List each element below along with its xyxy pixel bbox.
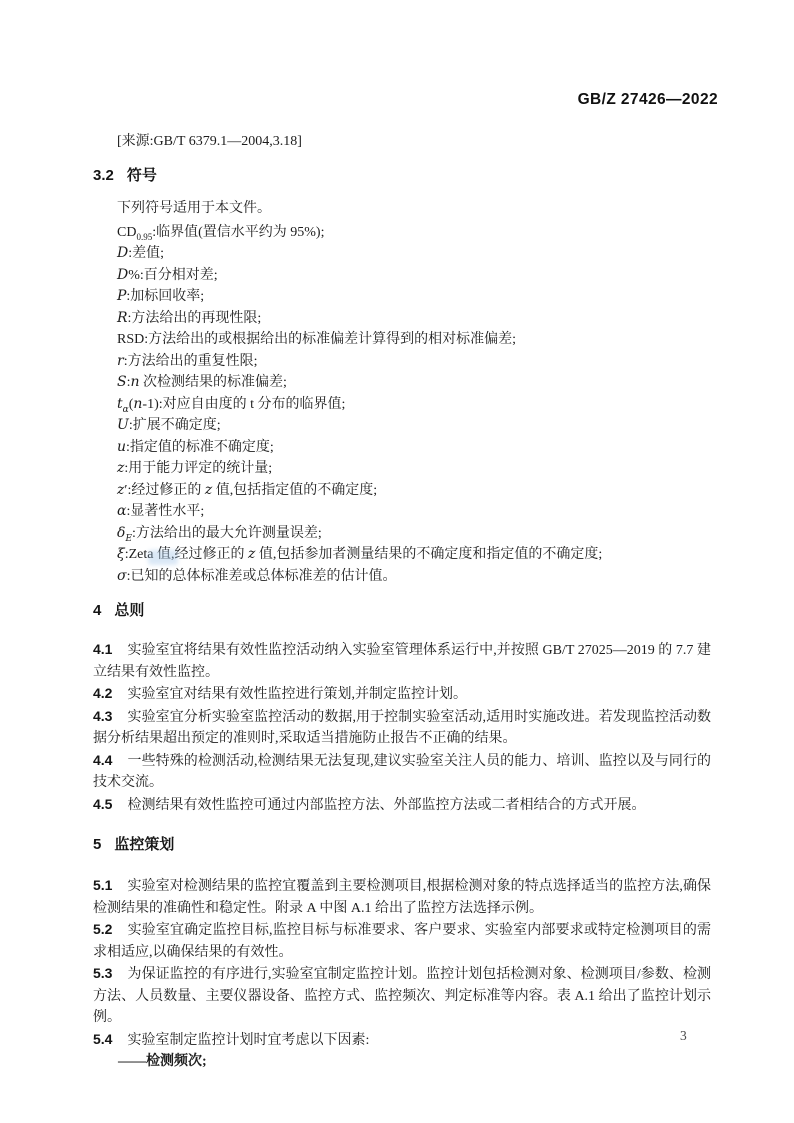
symbol-definition [93, 394, 711, 416]
symbol-text: :显著性水平; [126, 504, 205, 519]
symbol-variable: n [130, 374, 140, 390]
clause-text: 为保证监控的有序进行,实验室宜制定监控计划。监控计划包括检测对象、检测项目/参数、检测方法、人员数量、主要仪器设备、监控方式、监控频次、判定标准等内容。表 A.1 给出了监控计划示例。 [93, 967, 711, 1025]
symbol-text: :方法给出的或根据给出的标准偏差计算得到的相对标准偏差; [144, 332, 517, 347]
symbol-variable: t [117, 395, 123, 412]
symbol-text: ( [128, 396, 134, 412]
clause-number: 5.1 [93, 877, 113, 893]
section-5-clauses [93, 875, 711, 1073]
symbol-variable: α [117, 503, 127, 519]
clause-text: 实验室对检测结果的监控宜覆盖到主要检测项目,根据检测对象的特点选择适当的监控方法,确保检测结果的准确性和稳定性。附录 A 中图 A.1 给出了监控方法选择示例。 [93, 879, 711, 916]
symbols-list [93, 222, 711, 588]
symbol-definition [93, 523, 711, 545]
clause-number: 4.5 [93, 795, 113, 812]
section-title: 符号 [126, 167, 157, 184]
symbol-variable: P [117, 288, 127, 304]
symbol-definition [93, 480, 711, 502]
symbol-definition [93, 372, 711, 394]
symbol-variable: r [117, 352, 124, 369]
watermark-smudge [148, 550, 178, 565]
symbol-text: : [126, 375, 131, 390]
section-5-heading [93, 835, 711, 855]
symbol-text: %:百分相对差; [128, 267, 218, 283]
symbol-variable: z [204, 481, 213, 498]
page-number: 3 [680, 1028, 687, 1043]
symbol-definition [93, 243, 711, 265]
symbol-text: :方法给出的再现性限; [127, 310, 262, 326]
clause-text: 实验室制定监控计划时宜考虑以下因素: [127, 1032, 370, 1048]
clause-number: 5.2 [93, 921, 113, 937]
clause-paragraph [93, 794, 711, 817]
clause-text: 实验室宜将结果有效性监控活动纳入实验室管理体系运行中,并按照 GB/T 27025—2019 的 7.7 建立结果有效性监控。 [93, 643, 711, 680]
section-number: 5 [93, 836, 102, 853]
clause-paragraph [93, 875, 711, 919]
symbol-definition [93, 286, 711, 308]
symbol-text: :方法给出的重复性限; [123, 353, 258, 369]
symbol-definition [93, 458, 711, 480]
section-4-clauses [93, 639, 711, 816]
symbol-definition [93, 222, 711, 244]
symbol-text: :指定值的标准不确定度; [126, 439, 274, 455]
symbols-intro: 下列符号适用于本文件。 [117, 201, 271, 216]
symbol-variable: σ [117, 567, 127, 584]
symbol-definition [93, 351, 711, 373]
symbol-variable: δ [117, 524, 126, 541]
symbol-variable: D [117, 266, 129, 283]
section-3-2-heading [93, 166, 711, 186]
page-body [93, 0, 711, 1073]
clause-paragraph [93, 963, 711, 1029]
symbol-text: :方法给出的最大允许测量误差; [132, 525, 322, 541]
symbol-text: :经过修正的 [127, 482, 205, 498]
clause-paragraph [93, 683, 711, 706]
symbol-text: RSD [117, 332, 145, 347]
dash-list-item: ——检测频次; [118, 1054, 207, 1069]
clause-text: 实验室宜分析实验室监控活动的数据,用于控制实验室活动,适用时实施改进。若发现监控活动数据分析结果超出预定的准则时,采取适当措施防止报告不正确的结果。 [93, 709, 711, 746]
section-number: 3.2 [93, 167, 114, 184]
symbol-text: :用于能力评定的统计量; [124, 461, 273, 476]
symbol-text: :扩展不确定度; [128, 418, 221, 433]
symbol-variable: z [117, 481, 125, 498]
clause-text: 实验室宜对结果有效性监控进行策划,并制定监控计划。 [127, 687, 467, 702]
symbol-variable: S [117, 374, 127, 390]
clause-number: 4.1 [93, 641, 113, 657]
clause-text: 检测结果有效性监控可通过内部监控方法、外部监控方法或二者相结合的方式开展。 [127, 797, 646, 813]
clause-paragraph [93, 706, 711, 750]
clause-paragraph [93, 1029, 711, 1052]
symbol-definition [93, 566, 711, 588]
clause-number: 4.3 [93, 707, 113, 724]
symbol-text: 值,包括指定值的不确定度; [212, 482, 378, 498]
clause-paragraph [93, 639, 711, 683]
symbol-text: :临界值(置信水平约为 95%); [152, 224, 325, 240]
symbol-variable: ξ [117, 546, 125, 562]
symbol-text: :差值; [128, 246, 165, 261]
symbol-text: 值,包括参加者测量结果的不确定度和指定值的不确定度; [255, 547, 603, 562]
clause-text: 实验室宜确定监控目标,监控目标与标准要求、客户要求、实验室内部要求或特定检测项目的需求相适应,以确保结果的有效性。 [93, 923, 711, 960]
clause-text: 一些特殊的检测活动,检测结果无法复现,建议实验室关注人员的能力、培训、监控以及与同行的技术交流。 [93, 753, 711, 790]
symbol-variable: z [117, 460, 125, 476]
clause-paragraph [93, 750, 711, 794]
symbol-definition [93, 308, 711, 330]
symbol-variable: α [122, 404, 129, 415]
clause-number: 4.4 [93, 751, 113, 768]
symbol-definition [93, 437, 711, 459]
symbol-text: -1):对应自由度的 t 分布的临界值; [142, 396, 346, 412]
section-title: 总则 [114, 602, 145, 619]
symbol-text: 次检测结果的标准偏差; [139, 375, 287, 390]
symbol-variable: n [133, 395, 143, 412]
document-code: GB/Z 27426—2022 [577, 91, 718, 108]
symbol-text: :加标回收率; [126, 289, 205, 304]
clause-paragraph [93, 919, 711, 963]
source-note: [来源:GB/T 6379.1—2004,3.18] [117, 134, 302, 149]
clause-number: 4.2 [93, 685, 113, 701]
clause-number: 5.4 [93, 1030, 113, 1047]
section-4-heading [93, 601, 711, 621]
symbol-text: CD [117, 224, 137, 240]
symbol-variable: R [117, 309, 128, 326]
symbol-text: ′ [124, 482, 128, 498]
symbol-definition [93, 329, 711, 351]
symbol-variable: E [125, 533, 133, 544]
symbol-text: 0.95 [136, 231, 153, 242]
symbol-variable: D [117, 245, 129, 261]
symbol-text: :已知的总体标准差或总体标准差的估计值。 [126, 568, 397, 584]
symbol-definition [93, 265, 711, 287]
symbol-variable: U [117, 417, 129, 433]
symbol-text: :Zeta 值,经过修正的 [124, 547, 248, 562]
symbol-variable: z [247, 546, 256, 562]
section-number: 4 [93, 602, 102, 619]
symbol-variable: u [117, 438, 127, 455]
symbol-definition [93, 501, 711, 523]
clause-number: 5.3 [93, 965, 113, 981]
symbol-definition [93, 415, 711, 437]
symbol-definition [93, 544, 711, 566]
section-title: 监控策划 [114, 836, 175, 853]
